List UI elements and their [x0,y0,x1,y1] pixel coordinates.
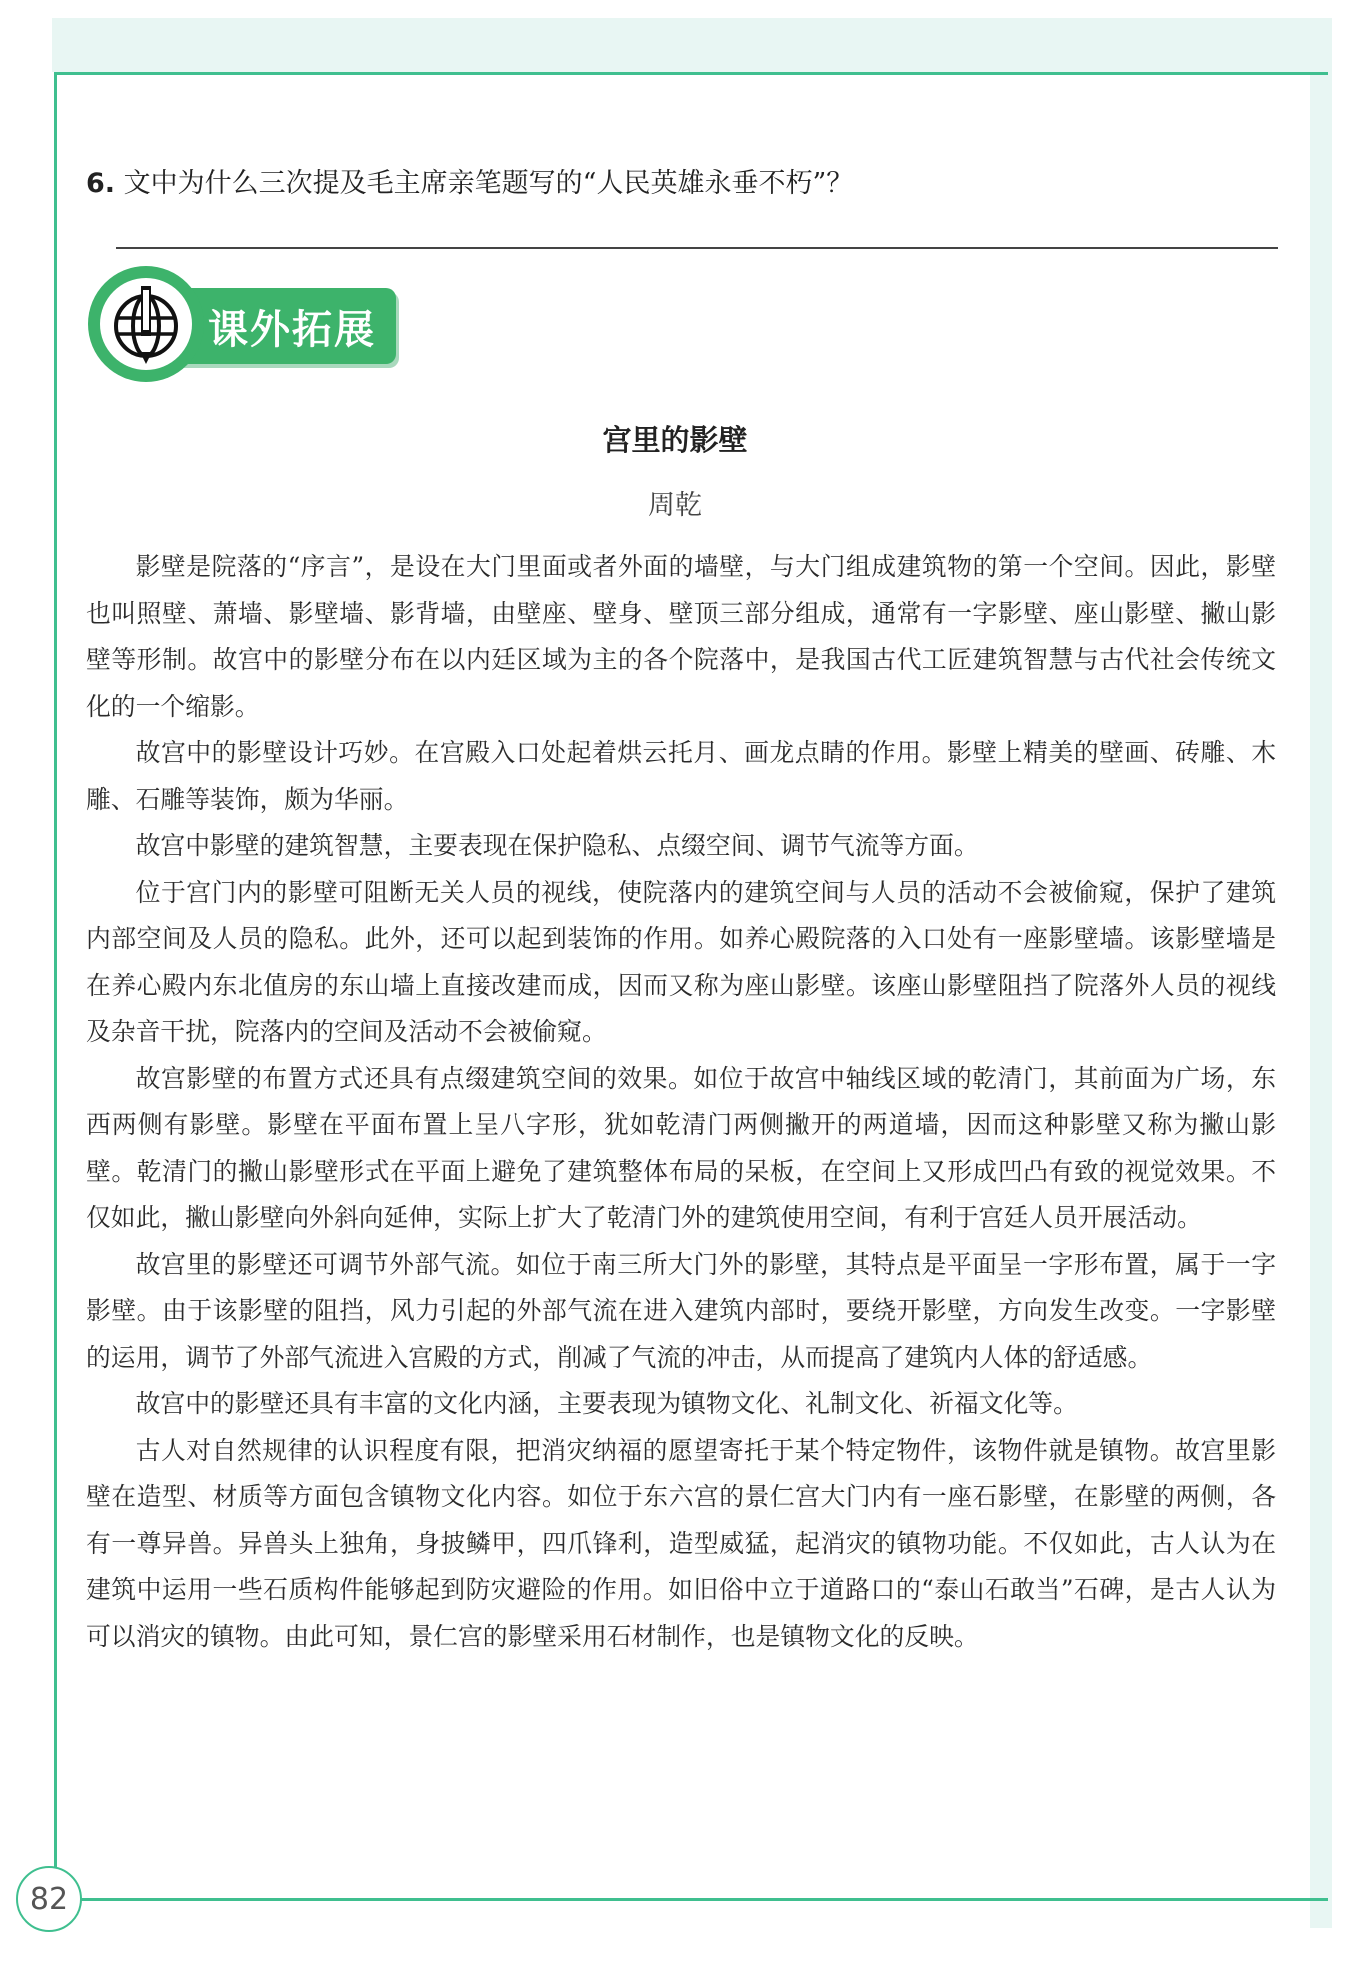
paragraph: 古人对自然规律的认识程度有限，把消灾纳福的愿望寄托于某个特定物件，该物件就是镇物。故宫里影壁在造型、材质等方面包含镇物文化内容。如位于东六宫的景仁宫大门内有一座石影壁，在影壁的两侧，各有一尊异兽。异兽头上独角，身披鳞甲，四爪锋利，造型威猛，起消灾的镇物功能。不仅如此，古人认为在建筑中运用一些石质构件能够起到防灾避险的作用。如旧俗中立于道路口的“泰山石敢当”石碑，是古人认为可以消灾的镇物。由此可知，景仁宫的影壁采用石材制作，也是镇物文化的反映。 [86,1435,1276,1651]
paragraph: 故宫里的影壁还可调节外部气流。如位于南三所大门外的影壁，其特点是平面呈一字形布置，属于一字影壁。由于该影壁的阻挡，风力引起的外部气流在进入建筑内部时，要绕开影壁，方向发生改变。一字影壁的运用，调节了外部气流进入宫殿的方式，削减了气流的冲击，从而提高了建筑内人体的舒适感。 [86,1249,1276,1372]
paragraph: 位于宫门内的影壁可阻断无关人员的视线，使院落内的建筑空间与人员的活动不会被偷窥，保护了建筑内部空间及人员的隐私。此外，还可以起到装饰的作用。如养心殿院落的入口处有一座影壁墙。该影壁墙是在养心殿内东北值房的东山墙上直接改建而成，因而又称为座山影壁。该座山影壁阻挡了院落外人员的视线及杂音干扰，院落内的空间及活动不会被偷窥。 [86,877,1276,1046]
question-text: 文中为什么三次提及毛主席亲笔题写的“人民英雄永垂不朽”？ [123,168,854,199]
article-body [86,544,1276,1660]
paragraph: 故宫中的影壁还具有丰富的文化内涵，主要表现为镇物文化、礼制文化、祈福文化等。 [135,1389,1078,1418]
page-number: 82 [16,1866,82,1932]
article-title: 宫里的影壁 [602,423,748,457]
paragraph: 故宫中影壁的建筑智慧，主要表现在保护隐私、点缀空间、调节气流等方面。 [135,831,979,860]
top-decor-band [52,18,1328,72]
section-title: 课外拓展 [208,306,376,353]
question-6 [86,164,1276,204]
question-number: 6. [86,168,116,199]
answer-line[interactable] [116,247,1278,249]
frame-left-line [54,72,57,1872]
paragraph: 影壁是院落的“序言”，是设在大门里面或者外面的墙壁，与大门组成建筑物的第一个空间。因此，影壁也叫照壁、萧墙、影壁墙、影背墙，由壁座、壁身、壁顶三部分组成，通常有一字影壁、座山影壁、撇山影壁等形制。故宫中的影壁分布在以内廷区域为主的各个院落中，是我国古代工匠建筑智慧与古代社会传统文化的一个缩影。 [86,552,1276,721]
paragraph: 故宫影壁的布置方式还具有点缀建筑空间的效果。如位于故宫中轴线区域的乾清门，其前面为广场，东西两侧有影壁。影壁在平面布置上呈八字形，犹如乾清门两侧撇开的两道墙，因而这种影壁又称为撇山影壁。乾清门的撇山影壁形式在平面上避免了建筑整体布局的呆板，在空间上又形成凹凸有致的视觉效果。不仅如此，撇山影壁向外斜向延伸，实际上扩大了乾清门外的建筑使用空间，有利于宫廷人员开展活动。 [86,1063,1276,1232]
frame-bottom-line [80,1898,1328,1901]
paragraph: 故宫中的影壁设计巧妙。在宫殿入口处起着烘云托月、画龙点睛的作用。影壁上精美的壁画、砖雕、木雕、石雕等装饰，颇为华丽。 [86,738,1276,814]
article-author: 周乾 [648,490,702,521]
frame-top-line [54,72,1328,75]
right-decor-band [1310,18,1332,1928]
globe-pen-icon [88,266,204,382]
section-header [88,266,400,386]
